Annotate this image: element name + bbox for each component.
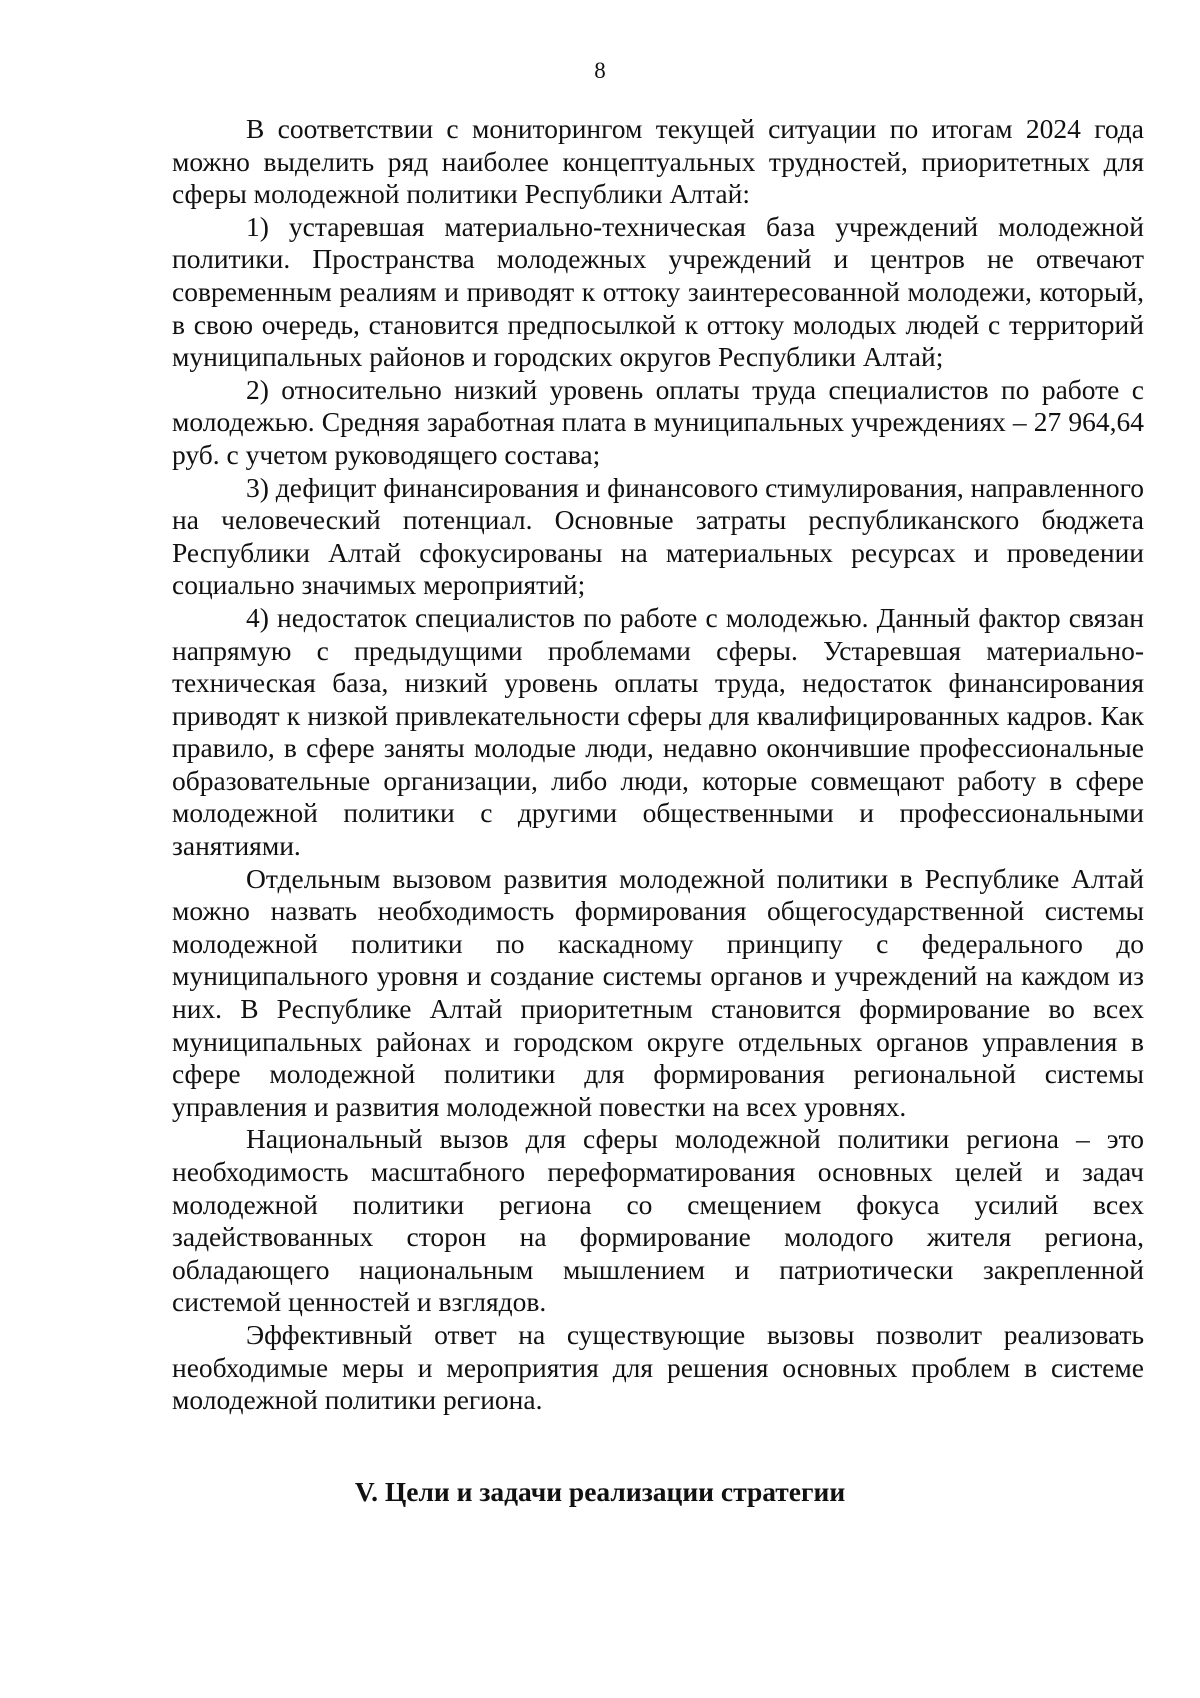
paragraph-item-3: 3) дефицит финансирования и финансового стимулирования, направленного на человеческий потенциал. Основные затраты республиканского бюджета Республики Алтай сфокусированы на материальных ресурсах и проведении социально значимых мероприятий;	[172, 471, 1144, 601]
paragraph-item-4: 4) недостаток специалистов по работе с молодежью. Данный фактор связан напрямую с предыдущими проблемами сферы. Устаревшая материально-техническая база, низкий уровень оплаты труда, недостаток финансирования приводят к низкой привлекательности сферы для квалифицированных кадров. Как правило, в сфере заняты молодые люди, недавно окончившие профессиональные образовательные организации, либо люди, которые совмещают работу в сфере молодежной политики с другими общественными и профессиональными занятиями.	[172, 601, 1144, 862]
paragraph-national-challenge: Национальный вызов для сферы молодежной политики региона – это необходимость масштабного переформатирования основных целей и задач молодежной политики региона со смещением фокуса усилий всех задействованных сторон на формирование молодого жителя региона, обладающего национальным мышлением и патриотически закрепленной системой ценностей и взглядов.	[172, 1123, 1144, 1318]
paragraph-intro: В соответствии с мониторингом текущей ситуации по итогам 2024 года можно выделить ряд наиболее концептуальных трудностей, приоритетных для сферы молодежной политики Республики Алтай:	[172, 113, 1144, 210]
paragraph-separate-challenge: Отдельным вызовом развития молодежной политики в Республике Алтай можно назвать необходимость формирования общегосударственной системы молодежной политики по каскадному принципу с федерального до муниципального уровня и создание системы органов и учреждений на каждом из них. В Республике Алтай приоритетным становится формирование во всех муниципальных районах и городском округе отдельных органов управления в сфере молодежной политики для формирования региональной системы управления и развития молодежной повестки на всех уровнях.	[172, 862, 1144, 1122]
document-body	[172, 113, 1144, 1417]
page-number: 8	[594, 58, 606, 83]
paragraph-item-1: 1) устаревшая материально-техническая база учреждений молодежной политики. Пространства молодежных учреждений и центров не отвечают современным реалиям и приводят к оттоку заинтересованной молодежи, который, в свою очередь, становится предпосылкой к оттоку молодых людей с территорий муниципальных районов и городских округов Республики Алтай;	[172, 210, 1144, 373]
section-heading: V. Цели и задачи реализации стратегии	[354, 1476, 846, 1507]
paragraph-effective-response: Эффективный ответ на существующие вызовы позволит реализовать необходимые меры и мероприятия для решения основных проблем в системе молодежной политики региона.	[172, 1318, 1144, 1416]
paragraph-item-2: 2) относительно низкий уровень оплаты труда специалистов по работе с молодежью. Средняя заработная плата в муниципальных учреждениях – 27 964,64 руб. с учетом руководящего состава;	[172, 373, 1144, 470]
